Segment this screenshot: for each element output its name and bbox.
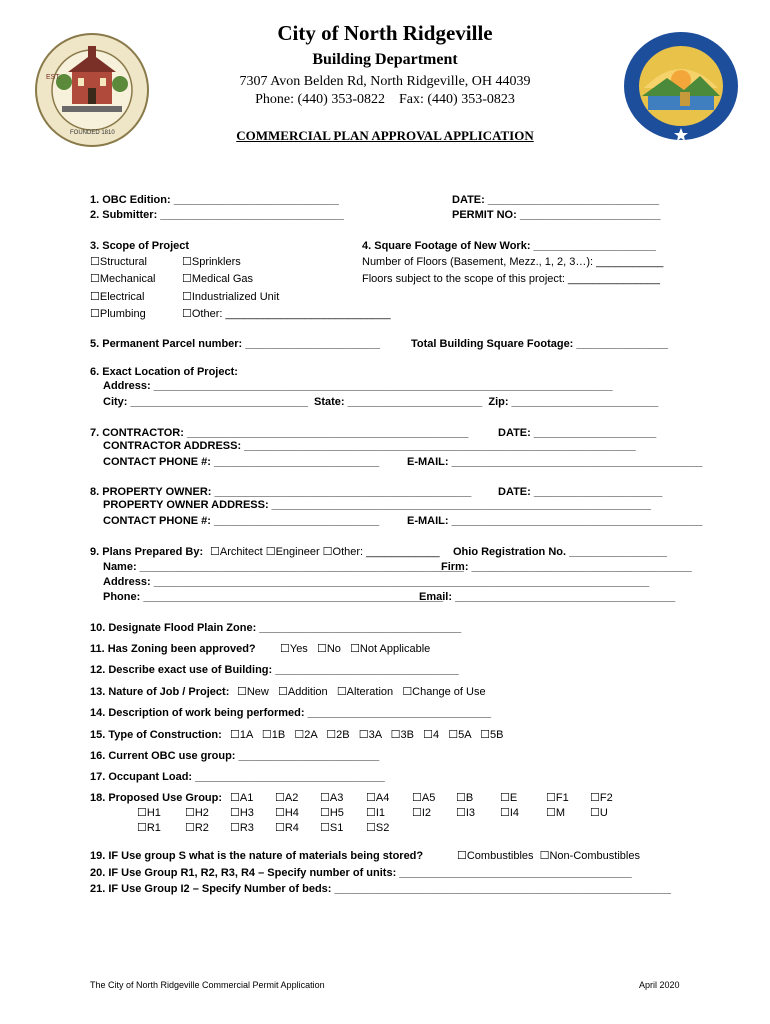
date-field[interactable]: DATE: ____________________________ [452,194,660,206]
flood-plain-zone-field[interactable]: 10. Designate Flood Plain Zone: _________________________________ [90,622,462,634]
use-group-checkbox[interactable]: ☐I3 [456,807,476,819]
use-group-checkbox[interactable]: ☐I1 [366,807,386,819]
city-seal-est: EST. [46,74,61,81]
use-group-checkbox[interactable]: ☐I4 [500,807,520,819]
parcel-number-field[interactable]: 5. Permanent Parcel number: ______________________ [90,338,380,350]
department-title: Building Department [312,51,458,68]
use-group-s-options[interactable]: ☐Combustibles ☐Non-Combustibles [457,850,640,862]
department-phone: Phone: (440) 353-0822 Fax: (440) 353-0823 [255,92,515,107]
floors-subject-field[interactable]: Floors subject to the scope of this project: _______________ [362,273,660,285]
location-title: 6. Exact Location of Project: [90,366,238,378]
construction-type-options[interactable]: ☐1A ☐1B ☐2A ☐2B ☐3A ☐3B ☐4 ☐5A ☐5B [230,729,504,741]
property-owner-date-field[interactable]: DATE: _____________________ [498,486,663,498]
use-group-checkbox[interactable]: ☐A2 [275,792,299,804]
contractor-date-field[interactable]: DATE: ____________________ [498,427,657,439]
contractor-phone-field[interactable]: CONTACT PHONE #: ___________________________ [103,456,380,468]
use-group-checkbox[interactable]: ☐F2 [590,792,613,804]
location-city-state-zip-field[interactable]: City: _____________________________ State: ______________________ Zip: ________________________ [103,396,659,408]
number-of-floors-field[interactable]: Number of Floors (Basement, Mezz., 1, 2, 3…): ___________ [362,256,664,268]
number-of-beds-field[interactable]: 21. IF Use Group I2 – Specify Number of beds: _______________________________________________________ [90,883,671,895]
work-description-field[interactable]: 14. Description of work being performed: ______________________________ [90,707,492,719]
use-group-checkbox[interactable]: ☐B [456,792,474,804]
use-group-checkbox[interactable]: ☐R1 [137,822,161,834]
permit-number-field[interactable]: PERMIT NO: _______________________ [452,209,661,221]
current-obc-use-group-field[interactable]: 16. Current OBC use group: _______________________ [90,750,380,762]
preparer-firm-field[interactable]: Firm: ____________________________________ [441,561,692,573]
property-owner-field[interactable]: 8. PROPERTY OWNER: __________________________________________ [90,486,472,498]
use-group-checkbox[interactable]: ☐U [590,807,608,819]
scope-checkbox-sprinklers[interactable]: ☐Sprinklers [182,256,241,268]
use-group-checkbox[interactable]: ☐I2 [412,807,432,819]
construction-type-label: 15. Type of Construction: [90,729,222,741]
use-group-checkbox[interactable]: ☐H2 [185,807,209,819]
contractor-field[interactable]: 7. CONTRACTOR: ______________________________________________ [90,427,469,439]
use-group-checkbox[interactable]: ☐A4 [366,792,390,804]
location-address-field[interactable]: Address: ___________________________________________________________________________ [103,380,613,392]
occupant-load-field[interactable]: 17. Occupant Load: _______________________________ [90,771,385,783]
use-group-checkbox[interactable]: ☐R2 [185,822,209,834]
city-title: City of North Ridgeville [277,21,493,45]
submitter-field[interactable]: 2. Submitter: ______________________________ [90,209,344,221]
residential-units-field[interactable]: 20. IF Use Group R1, R2, R3, R4 – Specify number of units: ______________________________________ [90,867,632,879]
footer-left: The City of North Ridgeville Commercial Permit Application [90,980,325,990]
proposed-use-group-label: 18. Proposed Use Group: [90,792,223,804]
use-group-checkbox[interactable]: ☐A3 [320,792,344,804]
ohio-registration-field[interactable]: Ohio Registration No. ________________ [453,546,667,558]
use-group-checkbox[interactable]: ☐E [500,792,518,804]
scope-checkbox-other[interactable]: ☐Other: ___________________________ [182,308,391,320]
preparer-name-field[interactable]: Name: _____________________________________________________ [103,561,464,573]
use-group-checkbox[interactable]: ☐M [546,807,566,819]
nature-of-job-label: 13. Nature of Job / Project: [90,686,230,698]
use-group-checkbox[interactable]: ☐A5 [412,792,436,804]
property-owner-email-field[interactable]: E-MAIL: _________________________________________ [407,515,703,527]
scope-checkbox-industrialized-unit[interactable]: ☐Industrialized Unit [182,291,280,303]
scope-checkbox-electrical[interactable]: ☐Electrical [90,291,145,303]
zoning-approved-label: 11. Has Zoning been approved? [90,643,256,655]
preparer-email-field[interactable]: Email: ____________________________________ [419,591,676,603]
contractor-email-field[interactable]: E-MAIL: _________________________________________ [407,456,703,468]
plans-prepared-options[interactable]: ☐Architect ☐Engineer ☐Other: ____________ [210,546,440,558]
square-footage-field[interactable]: 4. Square Footage of New Work: ____________________ [362,240,656,252]
scope-title: 3. Scope of Project [90,240,190,252]
property-owner-phone-field[interactable]: CONTACT PHONE #: ___________________________ [103,515,380,527]
building-use-field[interactable]: 12. Describe exact use of Building: ______________________________ [90,664,459,676]
use-group-checkbox[interactable]: ☐S1 [320,822,344,834]
use-group-s-label: 19. IF Use group S what is the nature of materials being stored? [90,850,424,862]
use-group-checkbox[interactable]: ☐H4 [275,807,299,819]
department-address: 7307 Avon Belden Rd, North Ridgeville, OH 44039 [239,74,531,89]
city-seal-founded: FOUNDED 1810 [70,130,115,136]
plans-prepared-label: 9. Plans Prepared By: [90,546,204,558]
footer-right: April 2020 [639,980,680,990]
use-group-checkbox[interactable]: ☐R4 [275,822,299,834]
use-group-checkbox[interactable]: ☐H3 [230,807,254,819]
scope-checkbox-medical-gas[interactable]: ☐Medical Gas [182,273,253,285]
nature-of-job-options[interactable]: ☐New ☐Addition ☐Alteration ☐Change of Use [237,686,486,698]
scope-checkbox-structural[interactable]: ☐Structural [90,256,147,268]
form-title: COMMERCIAL PLAN APPROVAL APPLICATION [236,128,534,143]
scope-checkbox-plumbing[interactable]: ☐Plumbing [90,308,146,320]
total-building-sqft-field[interactable]: Total Building Square Footage: _______________ [411,338,669,350]
use-group-checkbox[interactable]: ☐F1 [546,792,569,804]
scope-checkbox-mechanical[interactable]: ☐Mechanical [90,273,156,285]
use-group-checkbox[interactable]: ☐R3 [230,822,254,834]
obc-edition-field[interactable]: 1. OBC Edition: ___________________________ [90,194,339,206]
use-group-checkbox[interactable]: ☐S2 [366,822,390,834]
property-owner-address-field[interactable]: PROPERTY OWNER ADDRESS: ______________________________________________________________ [103,499,651,511]
preparer-phone-field[interactable]: Phone: _________________________________________________ [103,591,444,603]
use-group-checkbox[interactable]: ☐H5 [320,807,344,819]
preparer-address-field[interactable]: Address: _________________________________________________________________________________ [103,576,650,588]
use-group-checkbox[interactable]: ☐A1 [230,792,254,804]
use-group-checkbox[interactable]: ☐H1 [137,807,161,819]
contractor-address-field[interactable]: CONTRACTOR ADDRESS: ________________________________________________________________ [103,440,636,452]
zoning-approved-options[interactable]: ☐Yes ☐No ☐Not Applicable [280,643,431,655]
